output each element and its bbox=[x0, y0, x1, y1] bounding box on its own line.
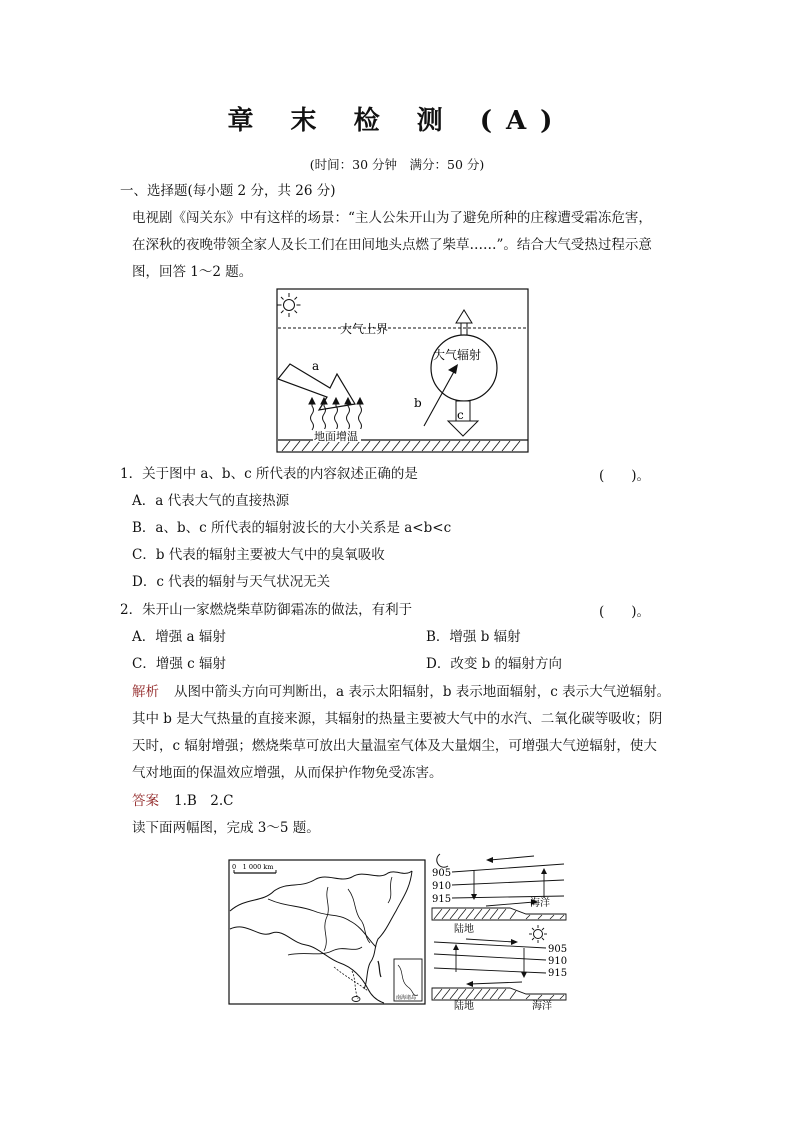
upper-boundary-label: 大气上界 bbox=[340, 322, 389, 336]
label-a: a bbox=[312, 359, 320, 373]
label-b: b bbox=[414, 396, 422, 410]
atm-radiation-label: 大气辐射 bbox=[433, 348, 482, 362]
exam-subtitle: (时间：30 分钟 满分：50 分) bbox=[309, 157, 485, 172]
page-title: 章 末 检 测 (A) bbox=[227, 106, 567, 136]
bottom-isobar-905: 905 bbox=[548, 944, 568, 955]
intro-line-2: 在深秋的夜晚带领全家人及长工们在田间地头点燃了柴草……”。结合大气受热过程示意 bbox=[132, 237, 652, 253]
top-land-label: 陆地 bbox=[454, 924, 474, 935]
top-isobar-905: 905 bbox=[432, 868, 452, 879]
intro-line-3: 图，回答 1～2 题。 bbox=[132, 264, 253, 280]
top-sea-label: 海洋 bbox=[530, 898, 550, 909]
analysis-line-1: 从图中箭头方向可判断出，a 表示太阳辐射，b 表示地面辐射，c 表示大气逆辐射。 bbox=[174, 684, 671, 700]
map-scale-label: 0 1 000 km bbox=[232, 863, 274, 871]
china-map bbox=[228, 859, 426, 1005]
q2-stem: 2．朱开山一家燃烧柴草防御霜冻的做法，有利于 bbox=[120, 602, 413, 618]
bottom-isobar-910: 910 bbox=[548, 956, 568, 967]
q1-option-d: D．c 代表的辐射与天气状况无关 bbox=[132, 574, 331, 590]
q1-option-c: C．b 代表的辐射主要被大气中的臭氧吸收 bbox=[132, 547, 385, 563]
q1-answer-blank: ( )。 bbox=[599, 468, 651, 484]
q2-option-c: C．增强 c 辐射 bbox=[132, 656, 226, 672]
q2-answer-blank: ( )。 bbox=[599, 604, 651, 620]
intro-2: 读下面两幅图，完成 3～5 题。 bbox=[132, 820, 320, 836]
label-c: c bbox=[457, 408, 464, 422]
analysis-line-2: 其中 b 是大气热量的直接来源，其辐射的热量主要被大气中的水汽、二氧化碳等吸收；阴 bbox=[132, 711, 663, 727]
q1-stem: 1．关于图中 a、b、c 所代表的内容叙述正确的是 bbox=[120, 466, 418, 482]
analysis-line-3: 天时，c 辐射增强；燃烧柴草可放出大量温室气体及大量烟尘，可增强大气逆辐射，使大 bbox=[132, 738, 657, 754]
q1-option-b: B．a、b、c 所代表的辐射波长的大小关系是 a<b<c bbox=[132, 520, 452, 536]
q2-option-d: D．改变 b 的辐射方向 bbox=[426, 656, 563, 672]
analysis-label: 解析 bbox=[132, 684, 159, 700]
answer-text: 1.B 2.C bbox=[174, 793, 234, 809]
bottom-sea-label: 海洋 bbox=[532, 1001, 552, 1010]
atmosphere-circle bbox=[431, 335, 497, 401]
q2-option-a: A．增强 a 辐射 bbox=[132, 629, 226, 645]
top-isobar-915: 915 bbox=[432, 894, 452, 905]
sun-icon-day bbox=[529, 925, 547, 943]
top-isobar-910: 910 bbox=[432, 881, 452, 892]
sea-land-breeze-diagram bbox=[430, 850, 570, 1010]
inset-label: 南海诸岛 bbox=[396, 995, 417, 1001]
intro-line-1: 电视剧《闯关东》中有这样的场景：“主人公朱开山为了避免所种的庄稼遭受霜冻危害， bbox=[132, 210, 652, 226]
analysis-line-4: 气对地面的保温效应增强，从而保护作物免受冻害。 bbox=[132, 765, 443, 781]
atmosphere-heating-diagram bbox=[276, 288, 530, 454]
bottom-isobar-915: 915 bbox=[548, 968, 568, 979]
q2-option-b: B．增强 b 辐射 bbox=[426, 629, 521, 645]
ground-heating-label: 地面增温 bbox=[314, 430, 358, 443]
bottom-land-label: 陆地 bbox=[454, 1001, 474, 1010]
answer-label: 答案 bbox=[132, 793, 159, 809]
q1-option-a: A．a 代表大气的直接热源 bbox=[132, 493, 290, 509]
moon-icon bbox=[437, 854, 448, 867]
section-heading: 一、选择题(每小题 2 分，共 26 分) bbox=[120, 183, 336, 199]
